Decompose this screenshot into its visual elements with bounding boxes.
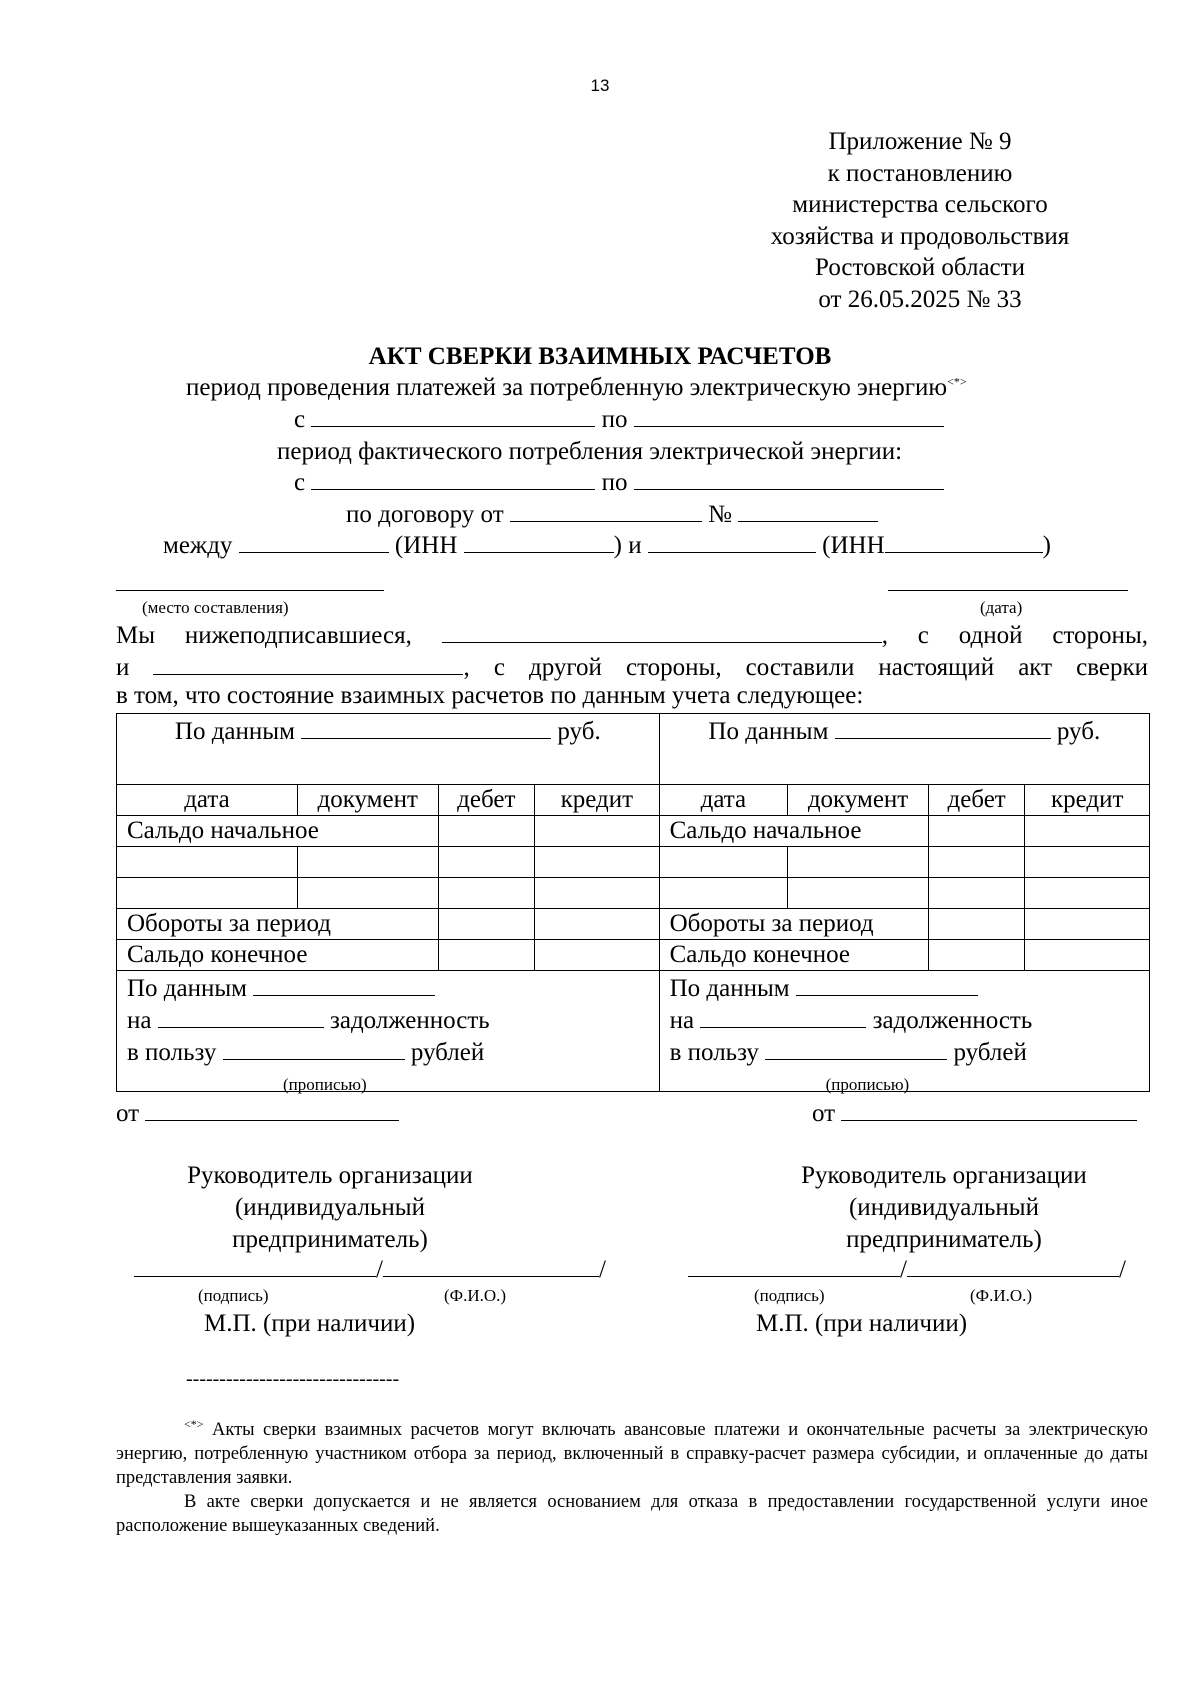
table-cell[interactable] [1025,940,1150,971]
table-cell[interactable] [438,878,534,909]
summary-text: в пользу [127,1039,217,1066]
appendix-line: от 26.05.2025 № 33 [818,285,1022,313]
closing-balance-row [117,940,1150,971]
col-debit: дебет [928,785,1024,816]
by-data-label: По данным [708,718,829,745]
summary-date-field[interactable] [700,1008,866,1028]
col-date: дата [659,785,788,816]
footnote-separator: -------------------------------- [186,1368,400,1390]
summary-text: рублей [410,1039,485,1066]
col-debit: дебет [438,785,534,816]
table-cell[interactable] [438,847,534,878]
party2-inn-field[interactable] [885,533,1043,553]
col-document: документ [788,785,929,816]
summary-row [117,971,1150,1092]
summary-text: на [669,1007,695,1034]
document-title: АКТ СВЕРКИ ВЗАИМНЫХ РАСЧЕТОВ [368,343,832,370]
left-summary [117,971,660,1092]
column-header-row [117,785,1150,816]
role-line: предприниматель) [846,1226,1042,1253]
summary-date-field[interactable] [158,1008,324,1028]
table-cell[interactable] [1025,909,1150,940]
intro-text: , с одной стороны, [881,622,1148,649]
from-label: от [116,1100,140,1127]
propis-caption: (прописью) [283,1075,367,1094]
payment-to-field[interactable] [634,407,944,427]
from-label: с [294,406,306,433]
right-summary [659,971,1149,1092]
summary-text: рублей [953,1039,1027,1066]
footnote-paragraph [116,1412,1148,1490]
between-label: между [163,532,233,559]
page-number: 13 [590,76,610,95]
inn-label: (ИНН [822,532,885,559]
party1-field[interactable] [239,533,389,553]
by-data-label: По данным [174,718,295,745]
footnote [116,1412,1148,1538]
table-cell[interactable] [928,909,1024,940]
right-sign-caption: (подпись) [754,1286,825,1305]
propis-caption: (прописью) [825,1075,910,1094]
opening-balance-row [117,816,1150,847]
appendix-line: к постановлению [827,159,1013,187]
closing-balance-label: Сальдо конечное [659,940,928,971]
party2-field[interactable] [648,533,816,553]
closing-balance-label: Сальдо конечное [117,940,439,971]
turnover-label: Обороты за период [659,909,928,940]
intro-text: , с другой стороны, составили настоящий акт сверки [463,654,1148,681]
appendix-block [640,126,1200,315]
right-party-header [659,714,1149,785]
consumption-period-label: период фактического потребления электрической энергии: [277,438,903,465]
turnover-row [117,909,1150,940]
summary-amount-field[interactable] [223,1040,405,1060]
date-caption: (дата) [980,598,1023,617]
table-cell[interactable] [928,940,1024,971]
table-cell[interactable] [788,878,929,909]
table-header-row [117,714,1150,785]
table-cell[interactable] [788,847,929,878]
role-line: предприниматель) [232,1226,428,1253]
table-cell[interactable] [535,909,660,940]
rub-label: руб. [557,718,601,745]
right-signature-field[interactable] [688,1257,900,1277]
turnover-label: Обороты за период [117,909,439,940]
appendix-line: Ростовской области [815,254,1025,281]
footnote-mark: <*> [947,374,967,389]
col-credit: кредит [535,785,660,816]
col-credit: кредит [1025,785,1150,816]
left-party-name-field[interactable] [301,719,551,739]
summary-party-field[interactable] [796,976,978,996]
col-date: дата [117,785,298,816]
summary-amount-field[interactable] [765,1040,947,1060]
from-label: с [294,469,306,496]
reconciliation-table [116,713,1150,1092]
appendix-line: Приложение № 9 [828,128,1012,155]
from-label: от [812,1100,836,1127]
number-sign: № [708,501,732,528]
table-cell[interactable] [535,940,660,971]
consumption-to-field[interactable] [634,470,944,490]
appendix-line: хозяйства и продовольствия [770,222,1070,250]
table-cell[interactable] [438,816,534,847]
summary-text: задолженность [872,1007,1033,1034]
left-sign-caption: (подпись) [198,1286,269,1305]
right-fio-caption: (Ф.И.О.) [970,1286,1033,1305]
table-cell[interactable] [1025,816,1150,847]
role-line: Руководитель организации [801,1162,1087,1189]
right-from-field[interactable] [841,1101,1137,1121]
contract-number-field[interactable] [738,502,878,522]
summary-text: на [127,1007,152,1034]
place-line[interactable] [116,590,384,591]
party1-representative-field[interactable] [442,623,882,643]
table-cell[interactable] [297,847,438,878]
left-fio-caption: (Ф.И.О.) [444,1286,507,1305]
table-cell[interactable] [1025,847,1150,878]
left-from-line [116,1100,399,1128]
party1-inn-field[interactable] [464,533,614,553]
inn-label: (ИНН [394,532,458,559]
table-cell[interactable] [535,816,660,847]
table-cell[interactable] [438,909,534,940]
parties-line [163,532,1051,560]
footnote-note: В акте сверки допускается и не является основанием для отказа в предоставлении государственной услуги иное расположение вышеуказанных сведений. [116,1492,1148,1537]
table-cell[interactable] [659,847,788,878]
table-row [117,847,1150,878]
left-stamp: М.П. (при наличии) [204,1310,416,1337]
intro-line-2 [116,652,1148,684]
role-line: Руководитель организации [187,1162,473,1189]
right-fio-field[interactable] [907,1257,1119,1277]
date-line[interactable] [888,590,1128,591]
contract-date-field[interactable] [510,502,702,522]
left-signatory-role [130,1160,530,1256]
to-label: по [601,406,628,433]
intro-line-3: в том, что состояние взаимных расчетов по данным учета следующее: [116,682,864,709]
summary-text: По данным [127,975,247,1002]
table-cell[interactable] [117,847,298,878]
right-signatory-role [744,1160,1144,1256]
table-cell[interactable] [535,847,660,878]
payment-period-text: период проведения платежей за потребленную электрическую энергию [186,374,948,401]
to-label: по [601,469,628,496]
role-line: (индивидуальный [234,1194,425,1221]
table-row [117,878,1150,909]
opening-balance-label: Сальдо начальное [659,816,928,847]
right-from-line [812,1100,1137,1128]
table-cell[interactable] [659,878,788,909]
consumption-from-field[interactable] [311,470,595,490]
and-label: ) и [613,532,642,559]
table-cell[interactable] [438,940,534,971]
payment-period-range [294,406,944,434]
rub-label: руб. [1056,718,1101,745]
table-cell[interactable] [117,878,298,909]
right-signature-line: / / [688,1256,1126,1284]
party2-representative-field[interactable] [153,655,463,675]
payment-from-field[interactable] [311,407,595,427]
opening-balance-label: Сальдо начальное [117,816,439,847]
left-signature-line: / / [134,1256,606,1284]
intro-text: Мы нижеподписавшиеся, [116,622,412,649]
table-cell[interactable] [928,816,1024,847]
left-from-field[interactable] [145,1101,399,1121]
appendix-line: министерства сельского [792,191,1048,218]
contract-line [346,501,878,529]
right-party-name-field[interactable] [835,719,1051,739]
footnote-text: Акты сверки взаимных расчетов могут включать авансовые платежи и окончательные расчеты за электрическую энергию, потребленную участником отбора за период, включенный в справку-расчет размера субсидии, и оплаченные до даты представления заявки. [116,1420,1148,1489]
left-signature-field[interactable] [134,1257,376,1277]
table-cell[interactable] [1025,878,1150,909]
table-cell[interactable] [928,847,1024,878]
summary-text: По данным [669,975,790,1002]
col-document: документ [297,785,438,816]
table-cell[interactable] [535,878,660,909]
place-caption: (место составления) [142,598,289,617]
summary-text: задолженность [329,1007,490,1034]
intro-text: и [116,654,130,681]
footnote-mark: <*> [184,1417,204,1431]
table-cell[interactable] [928,878,1024,909]
summary-party-field[interactable] [253,976,435,996]
table-cell[interactable] [297,878,438,909]
consumption-period-range [294,469,944,497]
close-paren: ) [1042,532,1051,559]
right-stamp: М.П. (при наличии) [756,1310,968,1337]
left-fio-field[interactable] [383,1257,599,1277]
role-line: (индивидуальный [848,1194,1039,1221]
left-party-header [117,714,660,785]
payment-period-label [186,374,967,402]
intro-line-1 [116,620,1148,652]
summary-text: в пользу [669,1039,759,1066]
contract-label: по договору от [346,501,504,528]
